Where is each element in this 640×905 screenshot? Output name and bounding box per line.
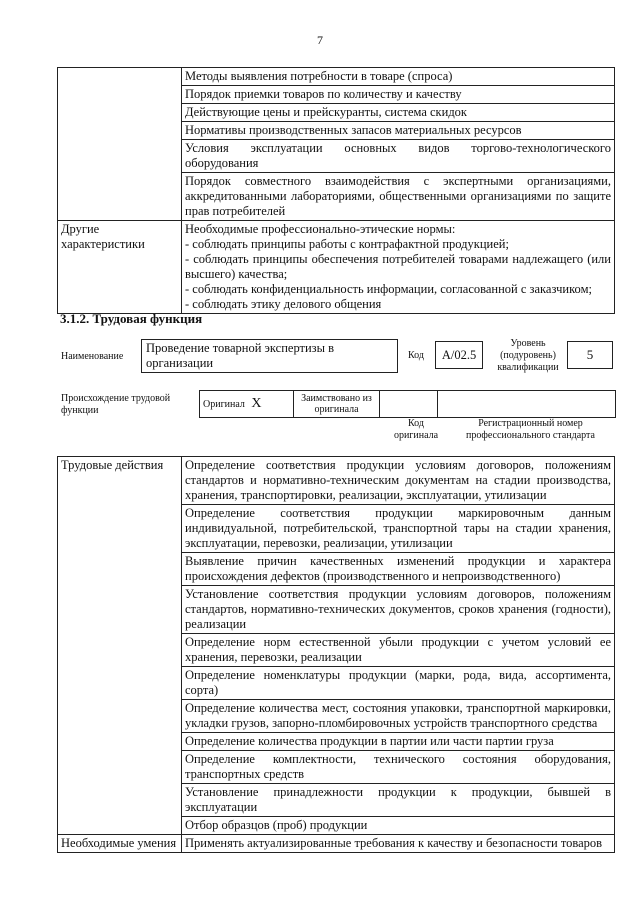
labor-action: Определение количества мест, состояния упаковки, транспортной маркировки, укладки грузов, запорно-пломбировочных устройств транспортного средства — [182, 700, 615, 733]
knowledge-item: Условия эксплуатации основных видов торгово-технологического оборудования — [182, 140, 615, 173]
knowledge-item: Нормативы производственных запасов материальных ресурсов — [182, 122, 615, 140]
code-original-label: Код оригинала — [393, 418, 439, 441]
knowledge-table-continued — [57, 67, 615, 314]
labor-actions-label: Трудовые действия — [58, 457, 182, 835]
page-number: 7 — [317, 33, 323, 47]
ethics-line: - соблюдать принципы работы с контрафактной продукцией; — [185, 237, 509, 251]
labor-action: Определение комплектности, технического состояния оборудования, транспортных средств — [182, 751, 615, 784]
ethics-line: - соблюдать конфиденциальность информации, согласованной с заказчиком; — [185, 282, 592, 296]
other-characteristics-label: Другие характеристики — [58, 221, 182, 314]
labor-action: Определение номенклатуры продукции (марки, рода, вида, ассортимента, сорта) — [182, 667, 615, 700]
knowledge-item: Порядок приемки товаров по количеству и качеству — [182, 86, 615, 104]
labor-action: Установление принадлежности продукции к продукции, бывшей в эксплуатации — [182, 784, 615, 817]
origin-table — [199, 390, 616, 418]
labor-action: Установление соответствия продукции условиям договоров, положениям стандартов, нормативно-технических документов, сроков хранения (годности), реализации — [182, 586, 615, 634]
original-cell — [200, 391, 294, 418]
original-mark: X — [251, 396, 262, 411]
section-title: 3.1.2. Трудовая функция — [60, 311, 203, 326]
labor-action: Определение норм естественной убыли продукции с учетом условий ее хранения, перевозки, реализации — [182, 634, 615, 667]
labor-action: Выявление причин качественных изменений продукции и характера происхождения дефектов (производственного и непроизводственного) — [182, 553, 615, 586]
original-label: Оригинал — [203, 399, 245, 410]
ethics-line: - соблюдать этику делового общения — [185, 297, 382, 311]
reg-number-label: Регистрационный номер профессионального стандарта — [466, 418, 595, 441]
function-code-box: А/02.5 — [435, 341, 483, 369]
labor-action: Отбор образцов (проб) продукции — [182, 817, 615, 835]
labor-action: Определение соответствия продукции маркировочным данным индивидуальной, потребительской, транспортной тары на стадии хранения, эксплуатации, перевозки, реализации, утилизации — [182, 505, 615, 553]
knowledge-item: Методы выявления потребности в товаре (спроса) — [182, 68, 615, 86]
origin-label: Происхождение трудовой функции — [61, 393, 171, 416]
function-name-box: Проведение товарной экспертизы в организации — [141, 339, 398, 373]
labor-functions-table — [57, 456, 615, 853]
name-label: Наименование — [61, 351, 124, 362]
qualification-level-box: 5 — [567, 341, 613, 369]
ethics-line: - соблюдать принципы обеспечения потребителей товарами надлежащего (или высшего) качества; — [185, 252, 611, 281]
knowledge-item: Порядок совместного взаимодействия с экспертными организациями, аккредитованными лабораториями, общественными организациями по защите прав потребителей — [182, 173, 615, 221]
labor-action: Определение количества продукции в партии или части партии груза — [182, 733, 615, 751]
knowledge-item: Действующие цены и прейскуранты, система скидок — [182, 104, 615, 122]
labor-action: Определение соответствия продукции условиям договоров, положениям стандартов и нормативно-техническим документам на стадии производства, хранения, транспортировки, реализации, эксплуатации, утилизации — [182, 457, 615, 505]
knowledge-label-cell — [58, 68, 182, 221]
skills-label: Необходимые умения — [58, 835, 182, 853]
qualification-level-label: Уровень (подуровень) квалификации — [497, 338, 559, 373]
code-label: Код — [408, 350, 424, 361]
skill-item: Применять актуализированные требования к качеству и безопасности товаров — [182, 835, 615, 853]
reg-number-cell — [438, 391, 616, 418]
borrowed-label: Заимствовано из оригинала — [294, 391, 380, 418]
ethics-line: Необходимые профессионально-этические нормы: — [185, 222, 456, 236]
code-original-cell — [380, 391, 438, 418]
other-characteristics-content — [182, 221, 615, 314]
